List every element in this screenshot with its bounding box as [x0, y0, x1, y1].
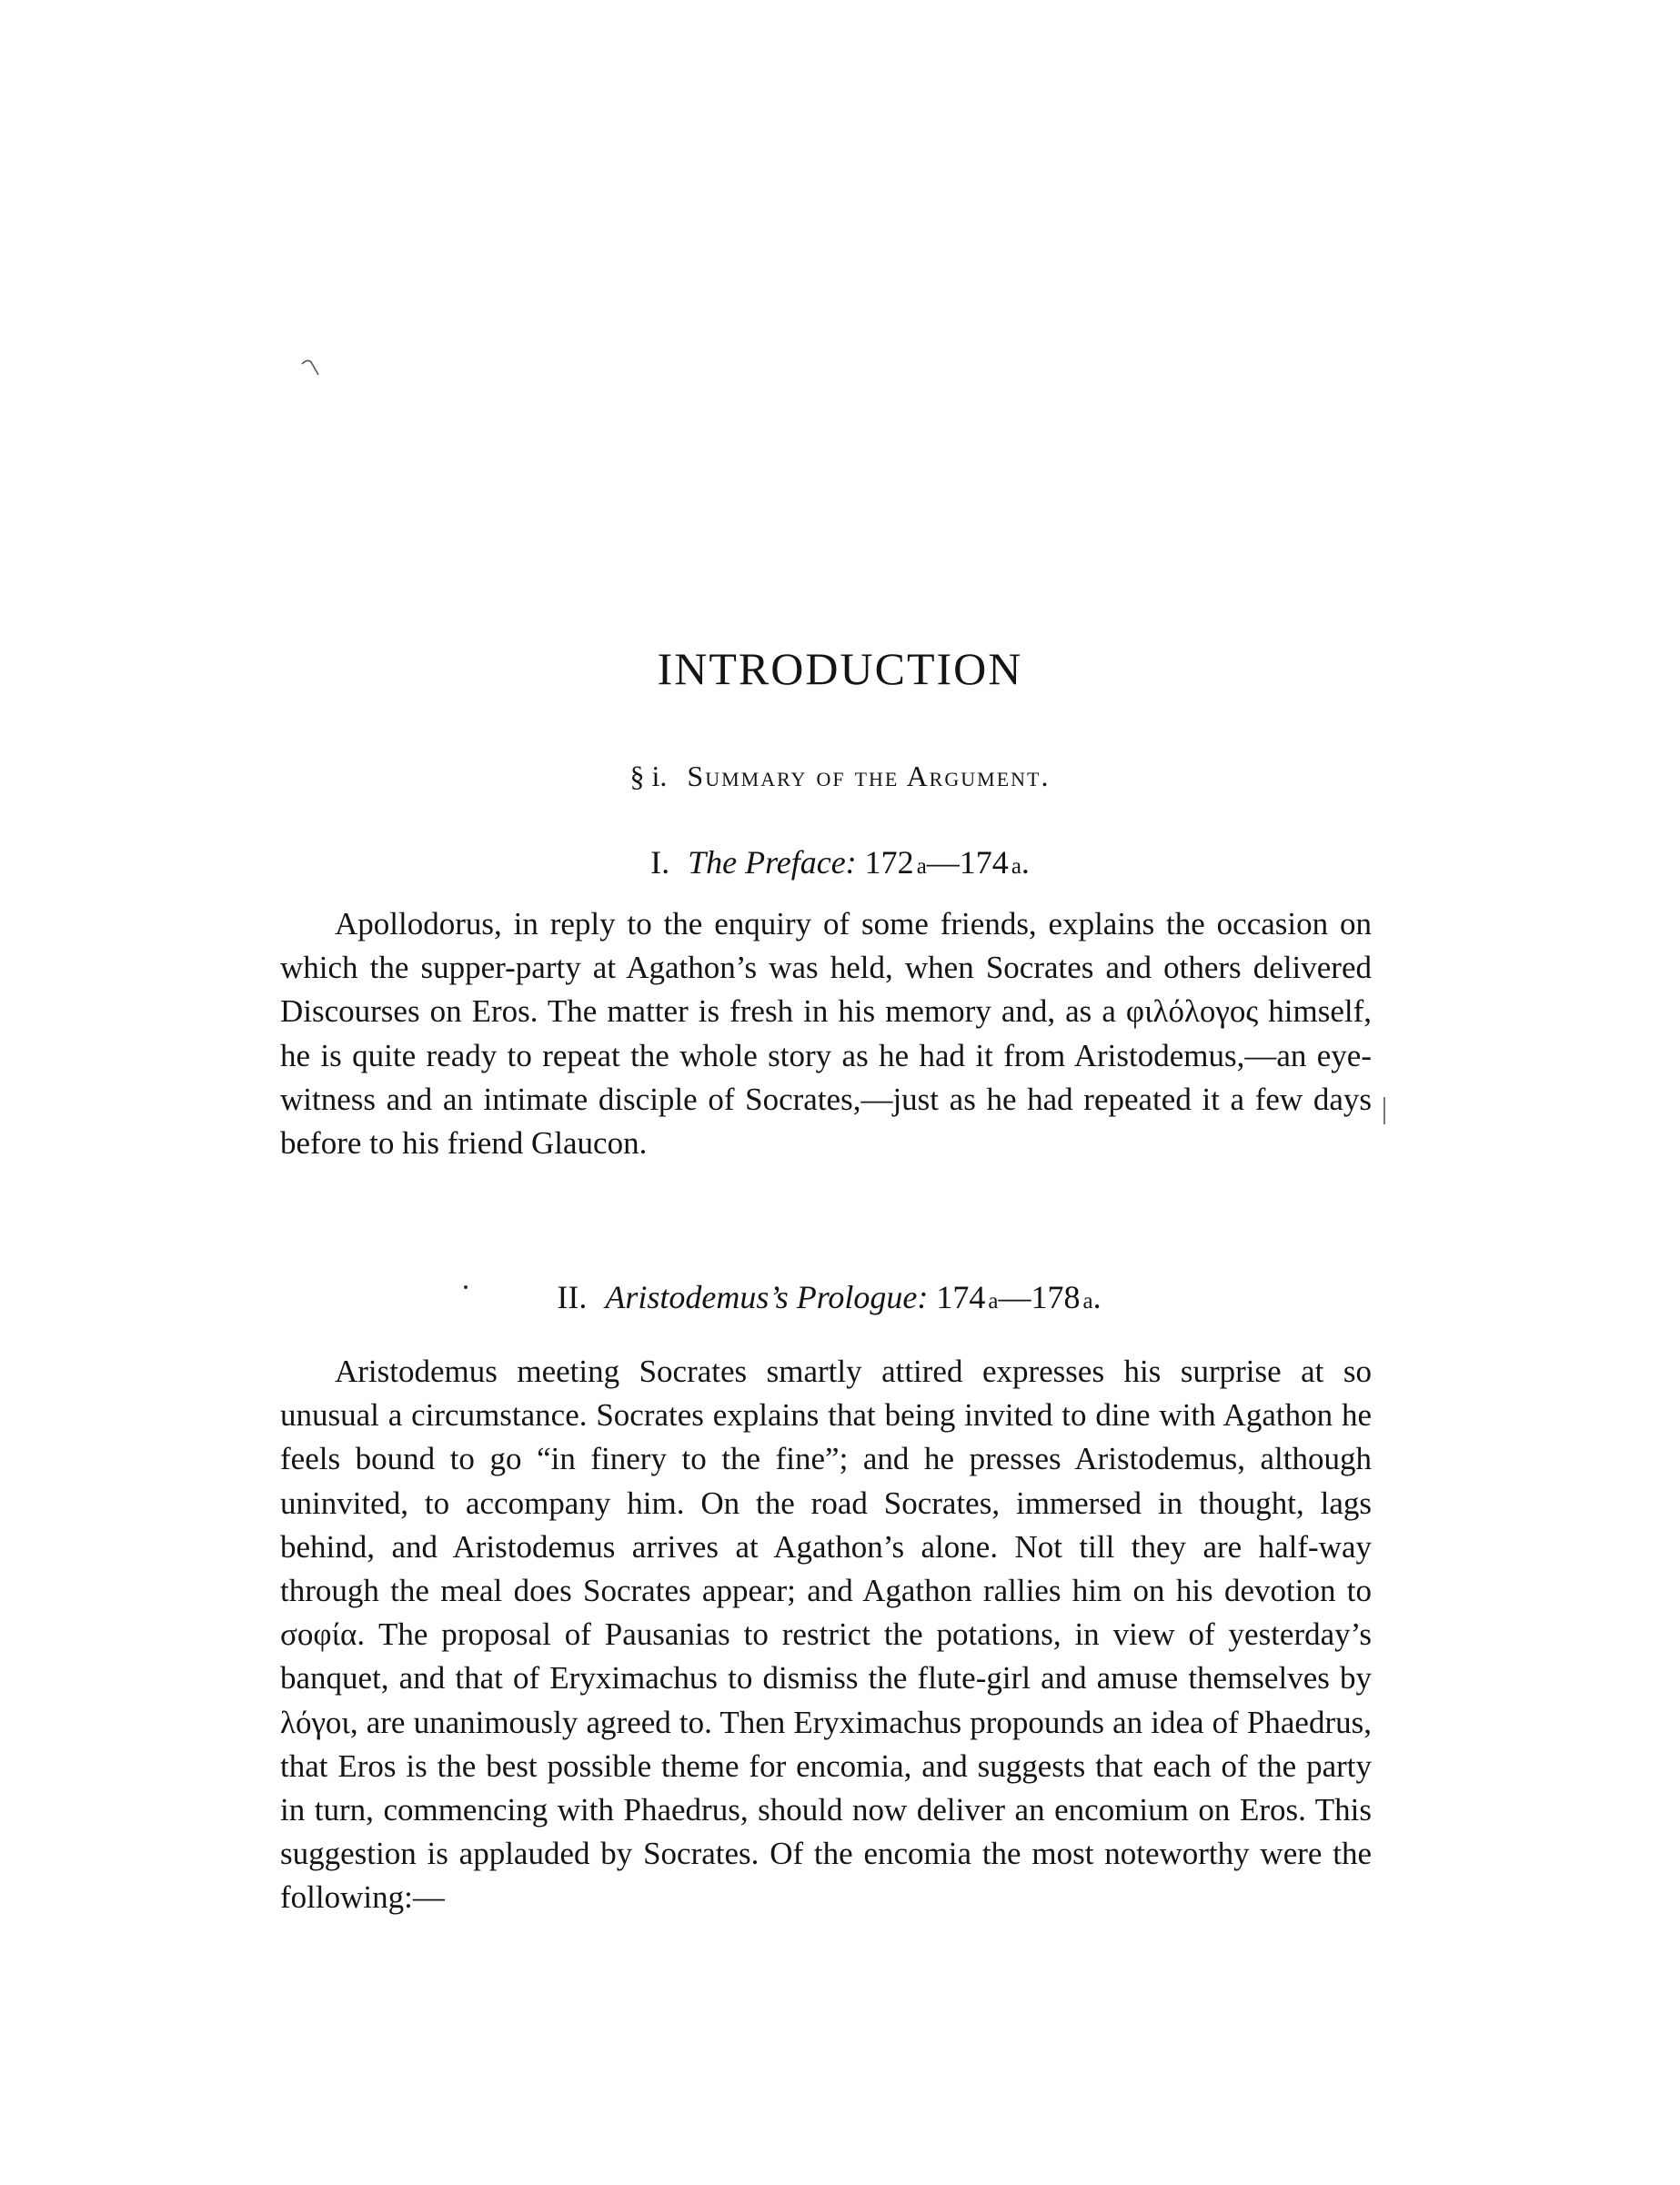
part-2-range-sep: —	[998, 1279, 1031, 1315]
part-1-range-start-letter: a	[916, 854, 927, 879]
part-1-range-end: 174	[959, 844, 1009, 881]
section-number: § i.	[629, 760, 668, 792]
section-heading	[0, 758, 1680, 794]
part-2-range-end-letter: a	[1082, 1289, 1093, 1314]
part-2-range-end: 178	[1031, 1279, 1081, 1315]
margin-mark	[1383, 1097, 1389, 1124]
part-1-heading	[0, 842, 1680, 887]
part-1-range-start: 172	[864, 844, 914, 881]
part-2-range-start: 174	[936, 1279, 986, 1315]
part-1-title: The Preface:	[688, 844, 857, 881]
part-1-range-end-suffix: .	[1021, 844, 1030, 881]
part-1-numeral: I.	[650, 844, 670, 881]
stray-mark-icon	[300, 357, 322, 378]
part-2-paragraph: Aristodemus meeting Socrates smartly attired expresses his surprise at so unusual a circumstance. Socrates explains that being invited to dine with Agathon he feels bound to go “in finery to the fine”; and he presses Aristodemus, although uninvited, to accompany him. On the road Socrates, immersed in thought, lags behind, and Aristodemus arrives at Agathon’s alone. Not till they are half-way through the meal does Socrates appear; and Agathon rallies him on his devotion to σοφία. The proposal of Pausanias to restrict the potations, in view of yesterday’s banquet, and that of Eryximachus to dismiss the flute-girl and amuse themselves by λόγοι, are unanimously agreed to. Then Eryximachus propounds an idea of Phaedrus, that Eros is the best possible theme for encomia, and suggests that each of the party in turn, commencing with Phaedrus, should now deliver an encomium on Eros. This suggestion is applauded by Socrates. Of the encomia the most noteworthy were the following:—	[280, 1354, 1372, 1916]
part-2-numeral: II.	[557, 1279, 588, 1315]
part-1-range-end-letter: a	[1011, 854, 1021, 879]
part-2-range-start-letter: a	[988, 1289, 999, 1314]
page-title: INTRODUCTION	[657, 643, 1023, 694]
part-2-heading	[0, 1277, 1669, 1322]
part-1-paragraph: Apollodorus, in reply to the enquiry of some friends, explains the occasion on which the supper-party at Agathon’s was held, when Socrates and others delivered Discourses on Eros. The matter is fresh in his memory and, as a φιλόλογος himself, he is quite ready to repeat the whole story as he had it from Aristodemus,—an eye-witness and an intimate disciple of Socrates,—just as he had repeated it a few days before to his friend Glaucon.	[280, 906, 1372, 1162]
part-2-title: Aristodemus’s Prologue:	[605, 1279, 929, 1315]
section-title: Summary of the Argument.	[687, 760, 1051, 792]
part-2-range-end-suffix: .	[1092, 1279, 1102, 1315]
part-1-range-sep: —	[926, 844, 960, 881]
